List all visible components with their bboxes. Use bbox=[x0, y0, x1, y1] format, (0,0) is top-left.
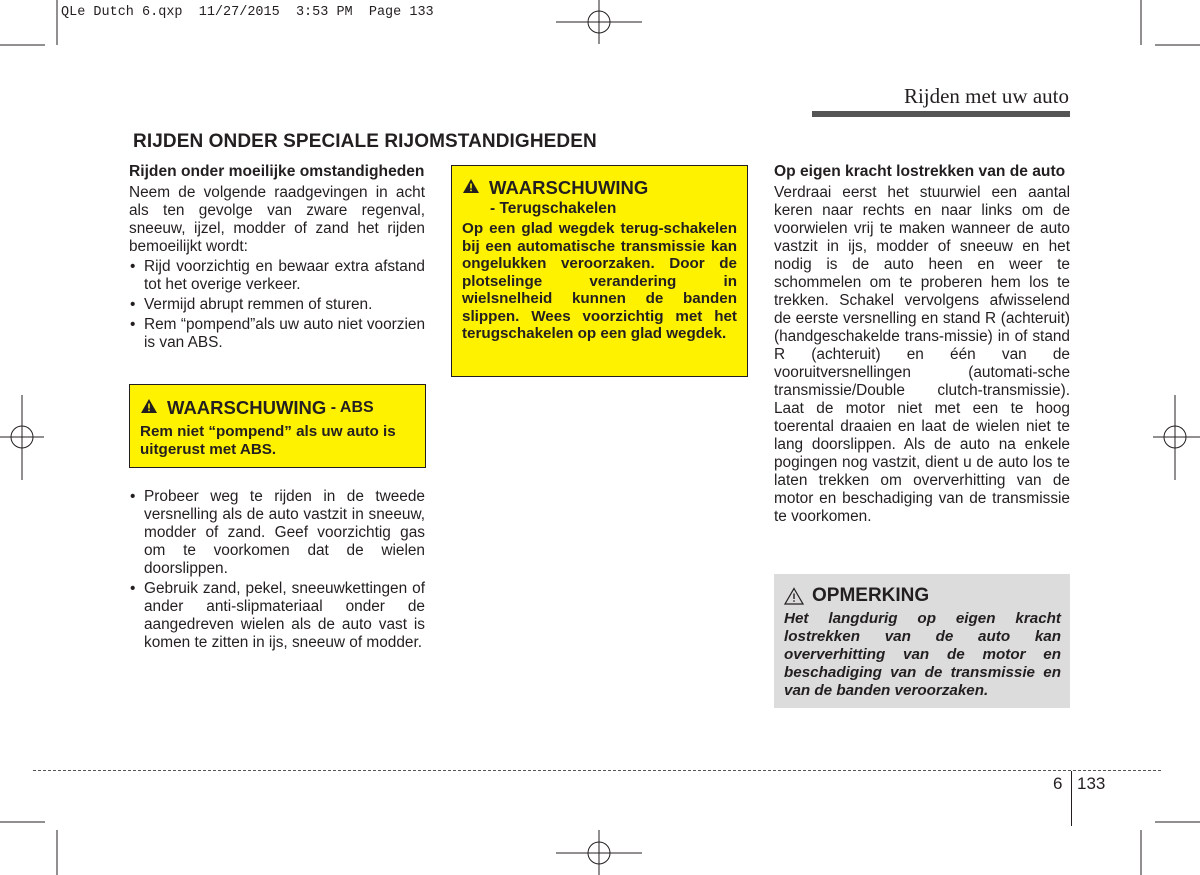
list-item: • Probeer weg te rijden in de tweede versnelling als de auto vastzit in sneeuw, modder of zand. Geef voorzichtig gas om te voorkomen dat de wielen doorslippen. bbox=[129, 488, 425, 578]
page-number: 133 bbox=[1077, 774, 1106, 793]
list-item: • Rem “pompend”als uw auto niet voorzien is van ABS. bbox=[129, 316, 425, 352]
caution-triangle-icon bbox=[784, 587, 804, 605]
left-intro: Neem de volgende raadgevingen in acht als ten gevolge van zware regenval, sneeuw, ijzel, modder of zand het rijden bemoeilijkt wordt: bbox=[129, 184, 425, 255]
warning-triangle-icon bbox=[140, 397, 158, 419]
left-bullets-2 bbox=[129, 488, 425, 652]
warning-title-suffix: - ABS bbox=[326, 399, 374, 416]
registration-mark-icon bbox=[556, 830, 642, 875]
warning-title bbox=[140, 397, 415, 419]
warning-box-terugschakelen bbox=[451, 165, 748, 377]
footer-dotted-rule bbox=[33, 770, 1161, 771]
registration-mark-icon bbox=[556, 0, 642, 44]
right-column bbox=[774, 163, 1070, 526]
warning-body: Rem niet “pompend” als uw auto is uitgerust met ABS. bbox=[140, 423, 396, 458]
running-head: Rijden met uw auto bbox=[903, 84, 1069, 108]
footer-divider bbox=[1071, 771, 1072, 826]
note-title-text: OPMERKING bbox=[812, 585, 930, 606]
header-rule bbox=[812, 111, 1070, 117]
warning-triangle-icon bbox=[462, 177, 480, 199]
list-item: • Vermijd abrupt remmen of sturen. bbox=[129, 296, 425, 314]
note-body: Het langdurig op eigen kracht lostrekken van de auto kan oververhitting van de motor en beschadiging van de transmissie en van de banden veroorzaken. bbox=[784, 610, 1061, 699]
left-subtitle: Rijden onder moeilijke omstandigheden bbox=[129, 163, 425, 180]
note-box bbox=[774, 574, 1070, 708]
list-item: • Rijd voorzichtig en bewaar extra afstand tot het overige verkeer. bbox=[129, 258, 425, 294]
right-subtitle: Op eigen kracht lostrekken van de auto bbox=[774, 163, 1066, 180]
left-column-continued bbox=[129, 486, 425, 654]
right-body: Verdraai eerst het stuurwiel een aantal keren naar rechts en naar links om de voorwielen vrij te maken wanneer de auto vastzit in ijs, modder of sneeuw en het nodig is de auto heen en weer te schommelen om te proberen hem los te trekken. Schakel vervolgens afwisselend de eerste versnelling en stand R (achteruit) (handgeschakelde trans-missie) in of stand R (achteruit) en één van de vooruitversnellingen (automati-sche transmissie/Double clutch-transmissie). Laat de motor niet met een te hoog toerental draaien en laat de wielen niet te lang doorslippen. Als de auto na enkele pogingen nog vastzit, dient u de auto los te laten trekken om oververhitting van de motor en beschadiging van de transmissie te voorkomen. bbox=[774, 184, 1070, 525]
print-slug: QLe Dutch 6.qxp 11/27/2015 3:53 PM Page 133 bbox=[61, 5, 434, 20]
warning-title-text: WAARSCHUWING bbox=[489, 177, 649, 198]
section-title: RIJDEN ONDER SPECIALE RIJOMSTANDIGHEDEN bbox=[133, 131, 597, 152]
warning-title-text: WAARSCHUWING bbox=[167, 397, 327, 418]
registration-mark-icon bbox=[1153, 395, 1200, 480]
registration-mark-icon bbox=[0, 395, 44, 480]
warning-box-abs bbox=[129, 384, 426, 468]
left-bullets-1 bbox=[129, 258, 425, 352]
warning-subtitle: - Terugschakelen bbox=[490, 200, 617, 217]
chapter-number: 6 bbox=[1053, 774, 1063, 793]
warning-title bbox=[462, 177, 737, 199]
note-title bbox=[784, 585, 1061, 607]
warning-body: Op een glad wegdek terug-schakelen bij een automatische transmissie kan ongelukken veroorzaken. Door de plotselinge verandering in wielsnelheid kunnen de banden slippen. Wees voorzichtig met het terugschakelen op een glad wegdek. bbox=[462, 220, 737, 342]
list-item: • Gebruik zand, pekel, sneeuwkettingen of ander anti-slipmateriaal onder de aangedreven wielen als de auto vast is komen te zitten in ijs, sneeuw of modder. bbox=[129, 580, 425, 652]
left-column bbox=[129, 163, 425, 354]
